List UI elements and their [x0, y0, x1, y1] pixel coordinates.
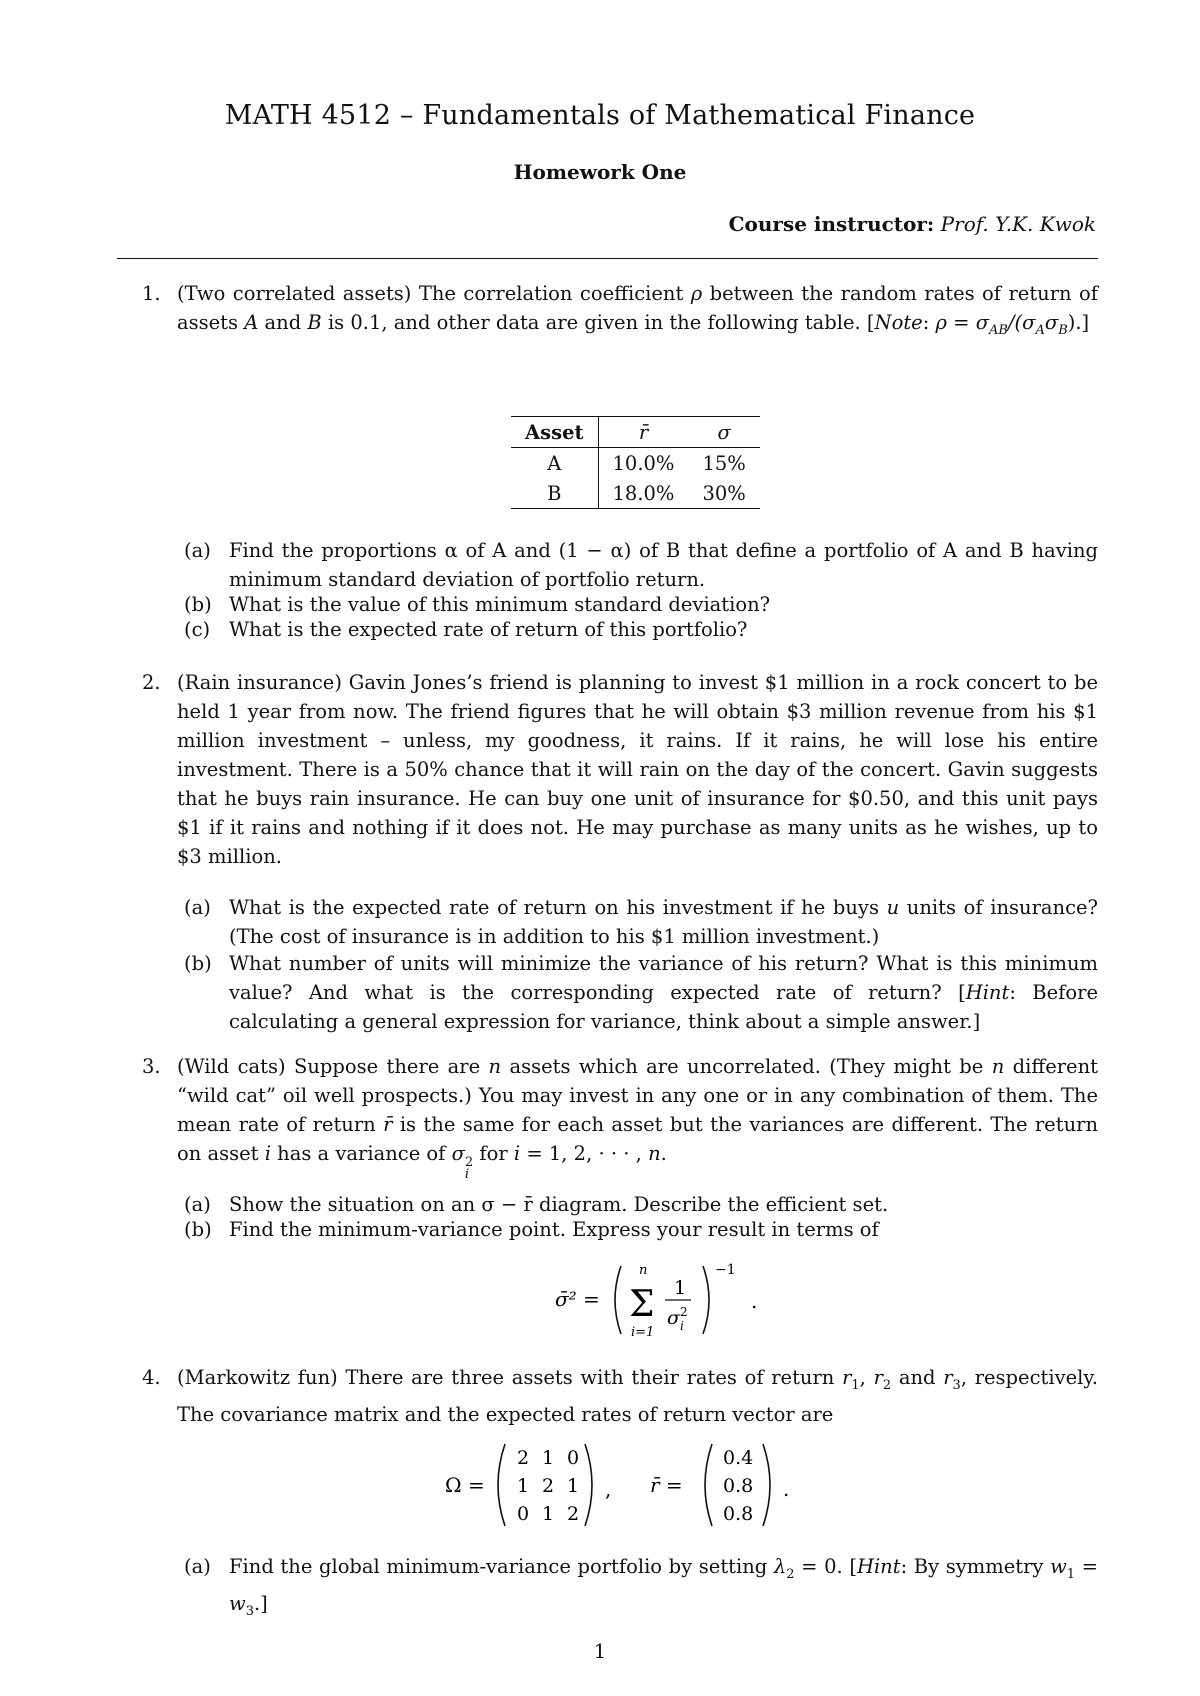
fraction-numerator: 1 — [674, 1277, 687, 1299]
problem-text: (Markowitz fun) There are three assets with their rates of return $r_1$, $r_2$ and $r_3$, respectively. The covariance matrix and the expected rates of return vector are — [177, 1366, 1098, 1426]
table-row — [511, 448, 760, 479]
rbar-left-paren — [705, 1444, 712, 1526]
denominator-superscript: 2 — [680, 1305, 688, 1319]
part-text: What is the expected rate of return of this portfolio? — [229, 618, 748, 641]
table-header: Asset — [511, 417, 598, 448]
omega-cell: 2 — [567, 1503, 580, 1525]
table-cell: 15% — [702, 451, 746, 475]
part-text: Show the situation on an σ − r̄ diagram. Describe the efficient set. — [229, 1193, 889, 1216]
part-text: What number of units will minimize the variance of his return? What is this minimum value? And what is the corresponding expected rate of return? [Hint: Before calculating a general expression for variance, think about a simple answer.] — [229, 952, 1098, 1033]
table-header-row — [511, 417, 760, 448]
formula-period: . — [751, 1289, 758, 1313]
problem-number: 3. — [142, 1055, 161, 1078]
part-text: Find the minimum-variance point. Express your result in terms of — [229, 1218, 879, 1241]
problem-1 — [142, 279, 1098, 345]
variance-formula — [555, 1258, 765, 1342]
rbar-cell: 0.8 — [723, 1503, 754, 1525]
formula-exponent: −1 — [715, 1262, 736, 1278]
sum-lower: i=1 — [631, 1325, 655, 1340]
omega-left-paren — [498, 1444, 505, 1526]
problem-2 — [142, 668, 1098, 871]
table-row — [511, 478, 760, 509]
table-cell: A — [511, 448, 598, 479]
period: . — [783, 1477, 790, 1501]
omega-symbol: Ω = — [445, 1473, 485, 1497]
rbar-right-paren — [763, 1444, 770, 1526]
table-cell: B — [511, 478, 598, 509]
part-label: (b) — [184, 952, 212, 975]
part-label: (a) — [184, 1555, 211, 1578]
problem-3 — [142, 1052, 1098, 1181]
sum-upper: n — [639, 1263, 648, 1278]
denominator-subscript: i — [680, 1319, 684, 1333]
problem-number: 2. — [142, 671, 161, 694]
omega-cell: 1 — [542, 1503, 555, 1525]
problem-4-part-a — [184, 1552, 1098, 1626]
part-text: Find the global minimum-variance portfolio by setting $\lambda_2 = 0$. [Hint: By symmetry $w_1 = w_3$.] — [229, 1555, 1098, 1619]
formula-lhs: σ̄² = — [555, 1287, 600, 1311]
problem-number: 4. — [142, 1366, 161, 1389]
problem-3-part-b — [184, 1215, 1098, 1244]
left-paren — [615, 1266, 621, 1334]
table-header: σ — [688, 417, 759, 448]
instructor-name: Prof. Y.K. Kwok — [940, 212, 1096, 236]
part-label: (a) — [184, 1193, 211, 1216]
rbar-symbol: r̄ = — [650, 1473, 683, 1497]
table-cell: 30% — [688, 478, 759, 509]
instructor-line — [729, 212, 1096, 236]
part-label: (b) — [184, 593, 212, 616]
table-cell: 10.0% — [612, 451, 675, 475]
rbar-cell: 0.8 — [723, 1475, 754, 1497]
page-number: 1 — [593, 1640, 607, 1663]
problem-2-part-b — [184, 949, 1098, 1036]
asset-table — [511, 416, 760, 509]
rbar-cell: 0.4 — [723, 1447, 754, 1469]
part-label: (c) — [184, 618, 211, 641]
problem-text: (Wild cats) Suppose there are n assets which are uncorrelated. (They might be n different “wild cat” oil well prospects.) You may invest in any one or in any combination of them. The mean rate of return r̄ is the same for each asset but the variances are different. The return on asset i has a variance of σ 2 i for i = 1, 2, · · · , n. — [177, 1055, 1099, 1182]
part-label: (b) — [184, 1218, 212, 1241]
table-header: r̄ — [598, 417, 688, 448]
problem-text: (Two correlated assets) The correlation coefficient ρ between the random rates of return of assets A and B is 0.1, and other data are given in the following table. [Note: $\rho = \sigma_{AB}/(\sigma_A\sigma_B)$.] — [177, 282, 1098, 338]
omega-cell: 0 — [567, 1447, 580, 1469]
sum-symbol: Σ — [629, 1284, 655, 1325]
document-subtitle: Homework One — [513, 160, 687, 184]
part-label: (a) — [184, 539, 211, 562]
part-label: (a) — [184, 896, 211, 919]
fraction-denominator: σ — [667, 1307, 680, 1329]
part-text: What is the value of this minimum standard deviation? — [229, 593, 771, 616]
comma: , — [605, 1477, 612, 1501]
problem-number: 1. — [142, 282, 161, 305]
document-title: MATH 4512 – Fundamentals of Mathematical Finance — [224, 100, 976, 131]
omega-cell: 0 — [517, 1503, 530, 1525]
omega-cell: 1 — [542, 1447, 555, 1469]
problem-text: (Rain insurance) Gavin Jones’s friend is planning to invest $1 million in a rock concert to be held 1 year from now. The friend figures that he will obtain $3 million revenue from his $1 million investment – unless, my goodness, it rains. If it rains, he will lose his entire investment. There is a 50% chance that it will rain on the day of the concert. Gavin suggests that he buys rain insurance. He can buy one unit of insurance for $0.50, and this unit pays $1 if it rains and nothing if it does not. He may purchase as many units as he wishes, up to $3 million. — [177, 671, 1098, 868]
problem-1-part-a — [184, 536, 1098, 594]
omega-cell: 2 — [542, 1475, 555, 1497]
problem-1-part-c — [184, 615, 1098, 644]
problem-4 — [142, 1363, 1098, 1429]
right-paren — [703, 1266, 709, 1334]
matrix-equation — [445, 1440, 835, 1530]
part-text: Find the proportions α of A and (1 − α) of B that define a portfolio of A and B having minimum standard deviation of portfolio return. — [229, 539, 1098, 591]
omega-cell: 2 — [517, 1447, 530, 1469]
part-text: What is the expected rate of return on his investment if he buys u units of insurance? (The cost of insurance is in addition to his $1 million investment.) — [229, 896, 1098, 948]
instructor-label: Course instructor: — [728, 212, 935, 236]
header-rule — [117, 258, 1098, 259]
table-cell: 18.0% — [598, 478, 688, 509]
problem-2-part-a — [184, 893, 1098, 951]
omega-right-paren — [585, 1444, 592, 1526]
omega-cell: 1 — [517, 1475, 530, 1497]
omega-cell: 1 — [567, 1475, 580, 1497]
